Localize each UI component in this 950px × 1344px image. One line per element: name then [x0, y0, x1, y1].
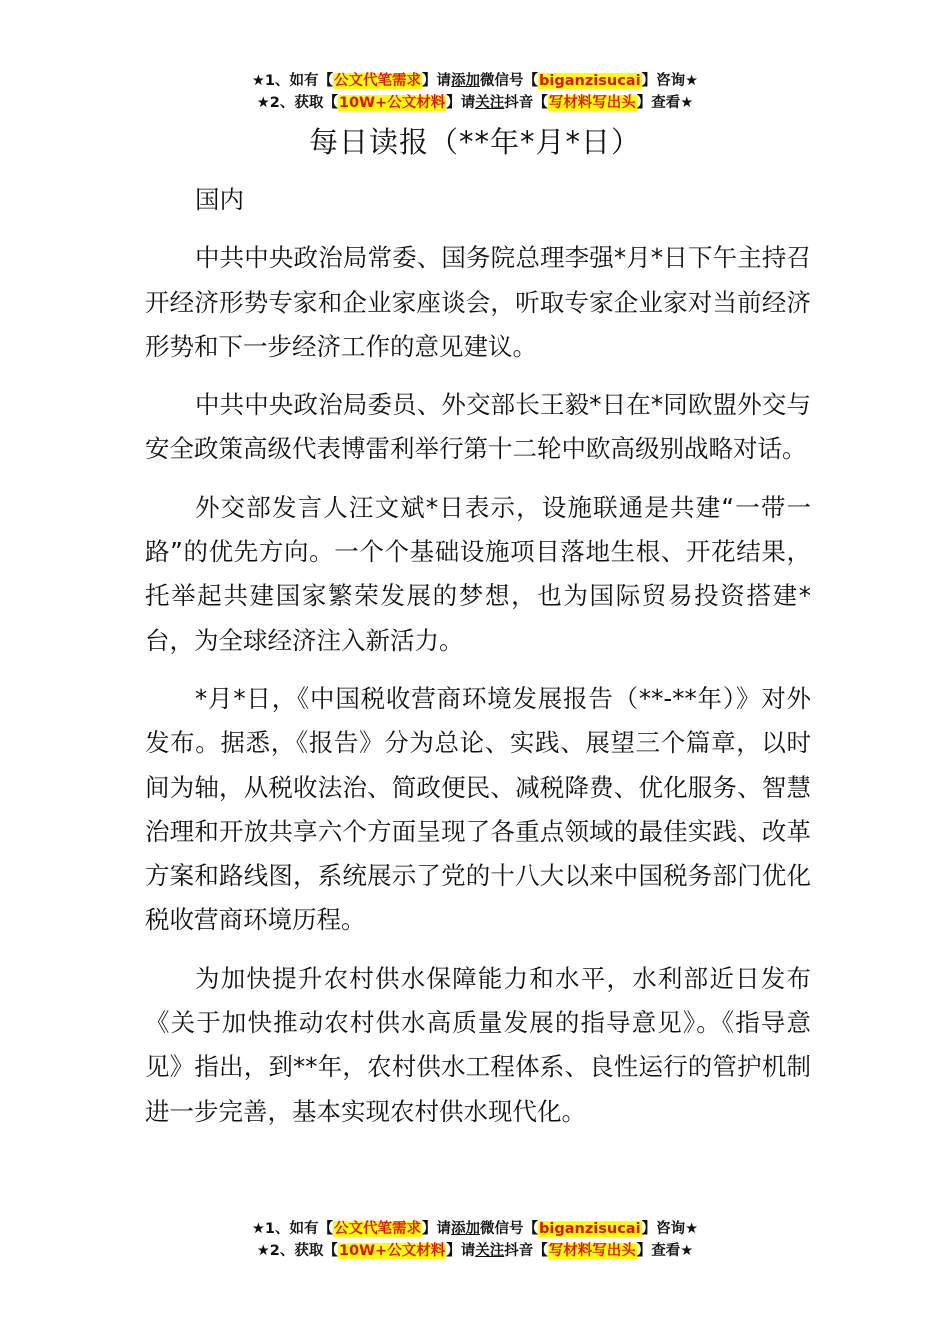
banner-text: 微信号【 [480, 73, 539, 89]
highlight-materials: 10W+公文材料 [338, 1243, 446, 1259]
banner-text: 】请 [422, 73, 452, 89]
banner-text: 抖音【 [504, 95, 548, 111]
highlight-douyin-account: 写材料写出头 [548, 1243, 636, 1259]
banner-text: 抖音【 [504, 1243, 548, 1259]
banner-text: 】请 [422, 1221, 452, 1237]
banner-text: ★2、获取【 [256, 1243, 338, 1259]
highlight-wechat-id: biganzisucai [539, 73, 641, 89]
header-banner [0, 70, 950, 114]
banner-text: ★1、如有【 [251, 1221, 334, 1237]
banner-text: 】咨询★ [641, 73, 699, 89]
banner-line-2 [0, 92, 950, 114]
banner-text: 微信号【 [480, 1221, 539, 1237]
section-label-domestic: 国内 [195, 185, 244, 214]
banner-line-1 [0, 70, 950, 92]
highlight-ghostwriting: 公文代笔需求 [334, 73, 422, 89]
banner-underlined-text: 添加 [451, 1221, 481, 1237]
banner-text: ★2、获取【 [256, 95, 338, 111]
banner-line-1 [0, 1218, 950, 1240]
news-paragraph: 为加快提升农村供水保障能力和水平，水利部近日发布《关于加快推动农村供水高质量发展的指导意见》。《指导意见》指出，到**年，农村供水工程体系、良性运行的管护机制进一步完善，基本实现农村供水现代化。 [145, 963, 811, 1126]
page-title: 每日读报（**年*月*日） [308, 125, 641, 159]
banner-text: 】请 [446, 1243, 476, 1259]
news-paragraph: 外交部发言人汪文斌*日表示，设施联通是共建“一带一路”的优先方向。一个个基础设施项目落地生根、开花结果，托举起共建国家繁荣发展的梦想，也为国际贸易投资搭建*台，为全球经济注入新活力。 [145, 492, 811, 655]
banner-underlined-text: 添加 [451, 73, 481, 89]
footer-banner [0, 1218, 950, 1262]
document-body [145, 178, 811, 1148]
banner-line-2 [0, 1240, 950, 1262]
news-paragraph: 中共中央政治局常委、国务院总理李强*月*日下午主持召开经济形势专家和企业家座谈会，听取专家企业家对当前经济形势和下一步经济工作的意见建议。 [145, 243, 811, 361]
news-paragraph: 中共中央政治局委员、外交部长王毅*日在*同欧盟外交与安全政策高级代表博雷利举行第十二轮中欧高级别战略对话。 [145, 390, 811, 464]
banner-text: ★1、如有【 [251, 73, 334, 89]
highlight-douyin-account: 写材料写出头 [548, 95, 636, 111]
highlight-materials: 10W+公文材料 [338, 95, 446, 111]
banner-underlined-text: 关注 [475, 95, 505, 111]
news-paragraph: *月*日，《中国税收营商环境发展报告（**-**年）》对外发布。据悉，《报告》分为总论、实践、展望三个篇章，以时间为轴，从税收法治、简政便民、减税降费、优化服务、智慧治理和开放共享六个方面呈现了各重点领域的最佳实践、改革方案和路线图，系统展示了党的十八大以来中国税务部门优化税收营商环境历程。 [145, 683, 811, 935]
banner-text: 】请 [446, 95, 476, 111]
banner-text: 】查看★ [636, 95, 694, 111]
highlight-wechat-id: biganzisucai [539, 1221, 641, 1237]
highlight-ghostwriting: 公文代笔需求 [334, 1221, 422, 1237]
banner-text: 】查看★ [636, 1243, 694, 1259]
banner-text: 】咨询★ [641, 1221, 699, 1237]
banner-underlined-text: 关注 [475, 1243, 505, 1259]
